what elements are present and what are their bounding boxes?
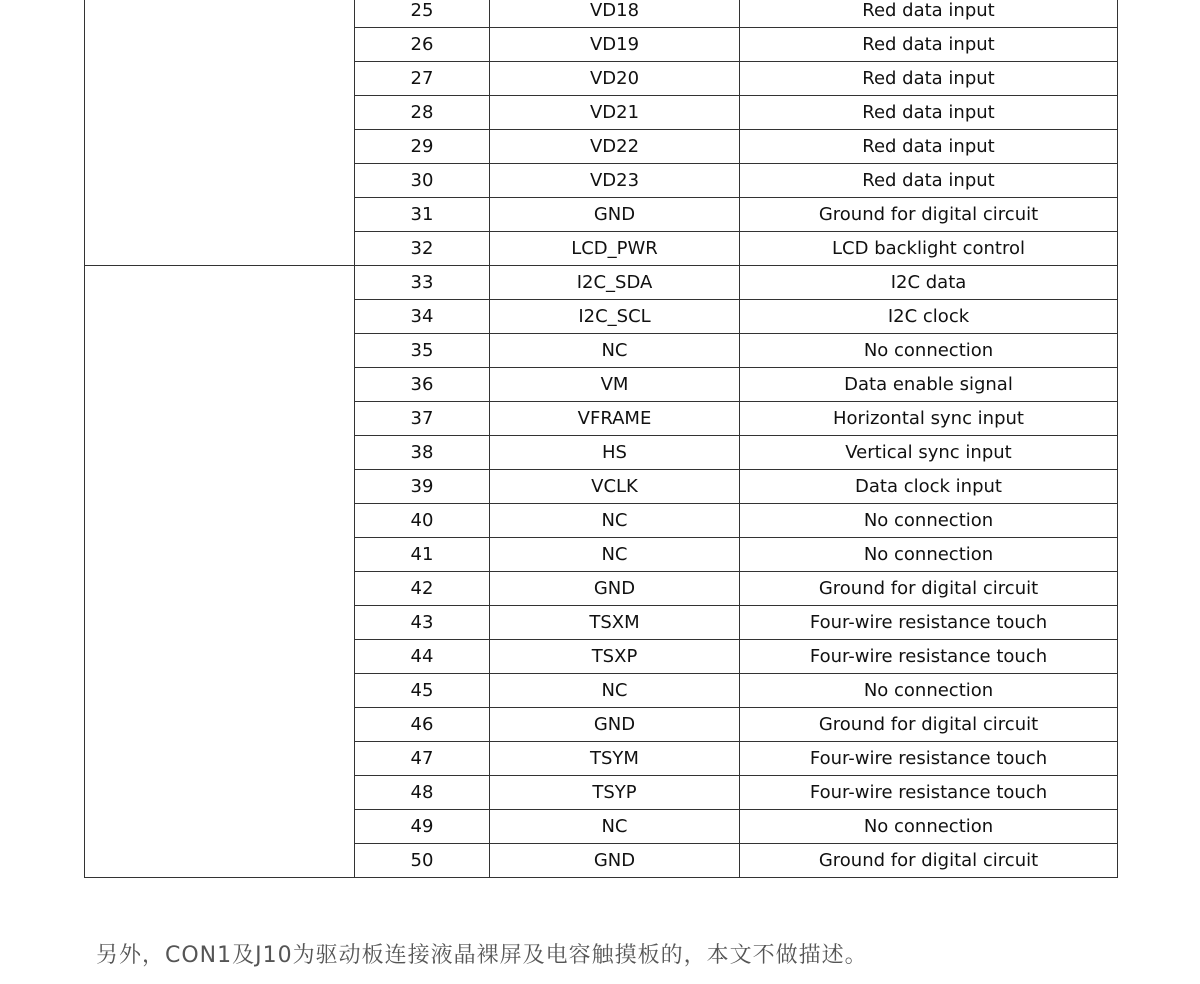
description-cell: Data clock input — [740, 470, 1118, 504]
description-cell: No connection — [740, 334, 1118, 368]
description-cell: No connection — [740, 504, 1118, 538]
description-cell: I2C data — [740, 266, 1118, 300]
signal-name-cell: VD21 — [490, 96, 740, 130]
signal-name-cell: VD23 — [490, 164, 740, 198]
pin-number-cell: 27 — [355, 62, 490, 96]
description-cell: Ground for digital circuit — [740, 572, 1118, 606]
signal-name-cell: NC — [490, 674, 740, 708]
description-cell: Four-wire resistance touch — [740, 742, 1118, 776]
description-cell: Red data input — [740, 28, 1118, 62]
description-cell: I2C clock — [740, 300, 1118, 334]
signal-name-cell: NC — [490, 810, 740, 844]
pin-number-cell: 29 — [355, 130, 490, 164]
signal-name-cell: VD19 — [490, 28, 740, 62]
signal-name-cell: VFRAME — [490, 402, 740, 436]
signal-name-cell: TSXM — [490, 606, 740, 640]
pin-table-body — [85, 0, 1118, 878]
description-cell: Data enable signal — [740, 368, 1118, 402]
signal-name-cell: GND — [490, 844, 740, 878]
pin-number-cell: 39 — [355, 470, 490, 504]
description-cell: Horizontal sync input — [740, 402, 1118, 436]
description-cell: Ground for digital circuit — [740, 844, 1118, 878]
pin-number-cell: 26 — [355, 28, 490, 62]
signal-name-cell: NC — [490, 504, 740, 538]
pin-number-cell: 32 — [355, 232, 490, 266]
table-row — [85, 266, 1118, 300]
signal-name-cell: NC — [490, 538, 740, 572]
description-cell: LCD backlight control — [740, 232, 1118, 266]
pin-number-cell: 33 — [355, 266, 490, 300]
description-cell: No connection — [740, 674, 1118, 708]
pin-number-cell: 41 — [355, 538, 490, 572]
description-cell: Red data input — [740, 164, 1118, 198]
signal-name-cell: VD22 — [490, 130, 740, 164]
description-cell: Four-wire resistance touch — [740, 640, 1118, 674]
pin-number-cell: 37 — [355, 402, 490, 436]
signal-name-cell: TSYM — [490, 742, 740, 776]
description-cell: Vertical sync input — [740, 436, 1118, 470]
description-cell: No connection — [740, 810, 1118, 844]
pin-number-cell: 46 — [355, 708, 490, 742]
pin-number-cell: 28 — [355, 96, 490, 130]
description-cell: Four-wire resistance touch — [740, 606, 1118, 640]
pin-number-cell: 43 — [355, 606, 490, 640]
description-cell: Ground for digital circuit — [740, 198, 1118, 232]
table-row — [85, 0, 1118, 28]
pin-number-cell: 31 — [355, 198, 490, 232]
signal-name-cell: VCLK — [490, 470, 740, 504]
description-cell: Red data input — [740, 130, 1118, 164]
description-cell: Four-wire resistance touch — [740, 776, 1118, 810]
pin-number-cell: 45 — [355, 674, 490, 708]
signal-name-cell: VD18 — [490, 0, 740, 28]
signal-name-cell: GND — [490, 572, 740, 606]
pin-number-cell: 48 — [355, 776, 490, 810]
description-cell: No connection — [740, 538, 1118, 572]
signal-name-cell: GND — [490, 708, 740, 742]
signal-name-cell: LCD_PWR — [490, 232, 740, 266]
footnote-paragraph: 另外，CON1及J10为驱动板连接液晶裸屏及电容触摸板的，本文不做描述。 — [96, 943, 868, 968]
pin-definition-table — [84, 0, 1118, 878]
signal-name-cell: VM — [490, 368, 740, 402]
description-cell: Red data input — [740, 0, 1118, 28]
pin-number-cell: 25 — [355, 0, 490, 28]
pin-number-cell: 44 — [355, 640, 490, 674]
signal-name-cell: GND — [490, 198, 740, 232]
signal-name-cell: VD20 — [490, 62, 740, 96]
description-cell: Red data input — [740, 62, 1118, 96]
signal-name-cell: HS — [490, 436, 740, 470]
pin-number-cell: 35 — [355, 334, 490, 368]
description-cell: Red data input — [740, 96, 1118, 130]
signal-name-cell: NC — [490, 334, 740, 368]
description-cell: Ground for digital circuit — [740, 708, 1118, 742]
signal-name-cell: TSXP — [490, 640, 740, 674]
connector-group-cell-a — [85, 0, 355, 266]
signal-name-cell: I2C_SCL — [490, 300, 740, 334]
pin-number-cell: 34 — [355, 300, 490, 334]
signal-name-cell: I2C_SDA — [490, 266, 740, 300]
pin-number-cell: 42 — [355, 572, 490, 606]
pin-number-cell: 40 — [355, 504, 490, 538]
pin-number-cell: 47 — [355, 742, 490, 776]
pin-number-cell: 49 — [355, 810, 490, 844]
pin-number-cell: 38 — [355, 436, 490, 470]
connector-group-cell-b — [85, 266, 355, 878]
signal-name-cell: TSYP — [490, 776, 740, 810]
pin-number-cell: 50 — [355, 844, 490, 878]
pin-number-cell: 30 — [355, 164, 490, 198]
pin-number-cell: 36 — [355, 368, 490, 402]
